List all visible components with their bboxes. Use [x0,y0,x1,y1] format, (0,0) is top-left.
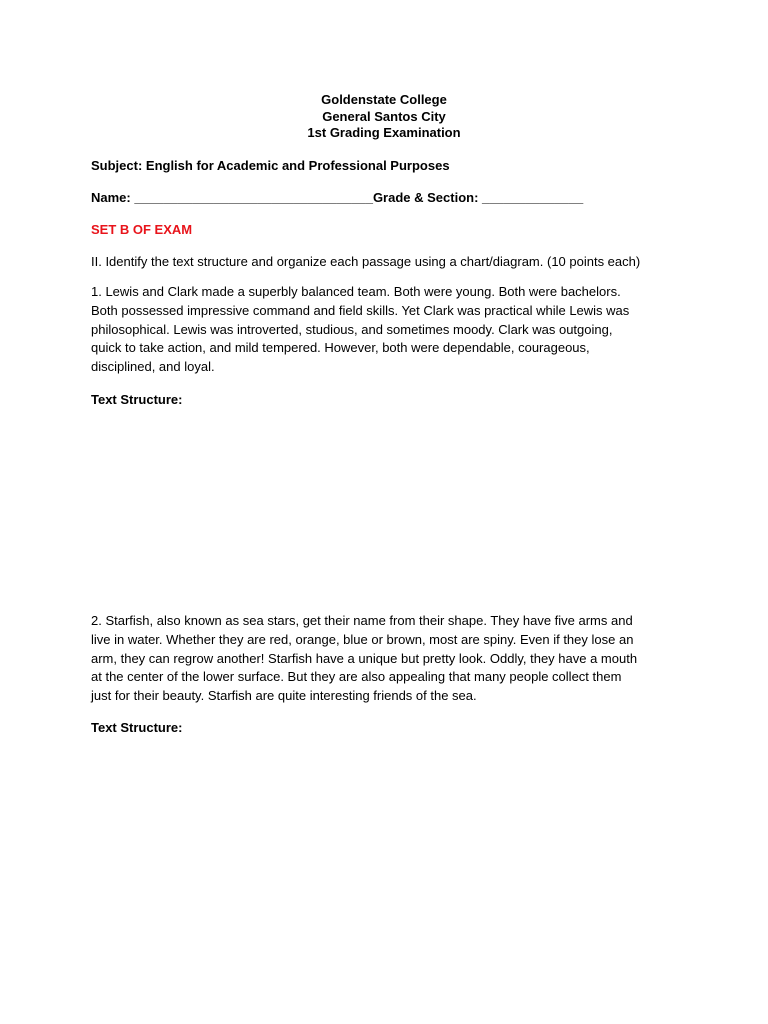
school-name: Goldenstate College [321,92,447,107]
passage-1-line: philosophical. Lewis was introverted, studious, and sometimes moody. Clark was outgoing, [91,321,613,337]
passage-2 [91,612,691,706]
passage-2-line: live in water. Whether they are red, orange, blue or brown, most are spiny. Even if they lose an [91,631,634,647]
name-grade-section-line: Name: _________________________________Grade & Section: ______________ [91,190,584,205]
subject-line: Subject: English for Academic and Professional Purposes [91,158,450,173]
passage-1-line: Both possessed impressive command and field skills. Yet Clark was practical while Lewis was [91,302,630,318]
passage-2-line: at the center of the lower surface. But they are also appealing that many people collect them [91,669,622,685]
passage-1-line: disciplined, and loyal. [91,359,215,375]
passage-2-line: arm, they can regrow another! Starfish have a unique but pretty look. Oddly, they have a mouth [91,650,638,666]
passage-1 [91,283,691,377]
instruction-text: II. Identify the text structure and organize each passage using a chart/diagram. (10 points each) [91,254,641,269]
exam-title: 1st Grading Examination [307,125,461,140]
set-label: SET B OF EXAM [91,222,193,237]
text-structure-label-1: Text Structure: [91,392,183,407]
passage-1-line: 1. Lewis and Clark made a superbly balanced team. Both were young. Both were bachelors. [91,284,621,299]
passage-1-line: quick to take action, and mild tempered. However, both were dependable, courageous, [91,340,590,356]
text-structure-label-2: Text Structure: [91,720,183,735]
passage-2-line: just for their beauty. Starfish are quite interesting friends of the sea. [91,688,477,704]
school-city: General Santos City [322,108,446,124]
document-header [0,92,768,142]
passage-2-line: 2. Starfish, also known as sea stars, get their name from their shape. They have five arms and [91,613,633,628]
